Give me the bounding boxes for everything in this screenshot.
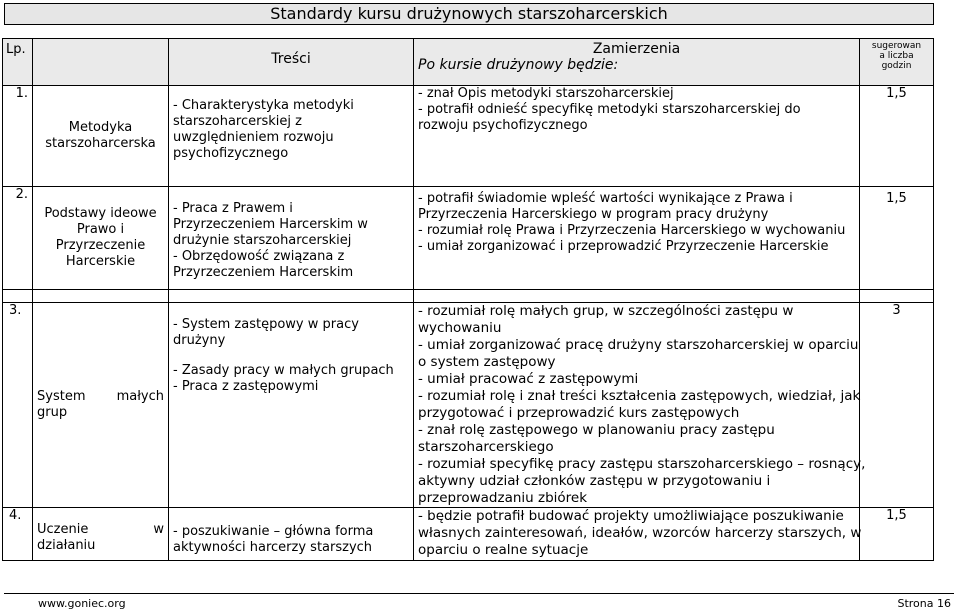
content-line: Przyrzeczeniem Harcerskim [173,265,354,280]
content-line: - poszukiwanie – główna forma [173,524,374,539]
row-content [169,508,414,561]
table-header-row [3,39,934,86]
goal-line: przygotować i przeprowadzić kurs zastępowych [418,405,740,421]
content-line: - Zasady pracy w małych grupach [173,363,394,378]
content-line: - Praca z Prawem i [173,201,293,216]
content-line: - Charakterystyka metodyki [173,98,354,113]
subject-line: Harcerskie [65,254,136,269]
content-line: - Obrzędowość związana z [173,249,345,264]
document-title: Standardy kursu drużynowych starszoharcerskich [4,3,934,25]
subject-line: grup [37,405,68,420]
goal-line: - znał rolę zastępowego w planowaniu pracy zastępu [418,422,775,438]
goal-line: - potrafił świadomie wpleść wartości wynikające z Prawa i [418,191,793,206]
content-line: drużyny [173,333,226,348]
row-content [169,303,414,508]
header-lp: Lp. [3,39,33,86]
header-tresci: Treści [169,39,414,86]
row-goals [414,303,866,508]
subject-line: Metodyka [68,120,133,135]
row-goals [414,187,860,290]
standards-table [2,38,934,561]
header-hours-line: godzin [881,61,912,71]
row-hours: 3 [860,303,934,508]
subject-line: System [37,389,86,404]
goal-line: - umiał zorganizować pracę drużyny starszoharcerskiej w oparciu [418,337,859,353]
header-hours [860,39,934,86]
row-number: 1. [3,86,33,187]
subject-line: małych [116,389,164,404]
content-line: aktywności harcerzy starszych [173,540,373,555]
goal-line: o system zastępowy [418,354,556,370]
row-hours: 1,5 [860,187,934,290]
goal-line: - umiał zorganizować i przeprowadzić Przyrzeczenie Harcerskie [418,239,829,254]
header-zamierzenia-title: Zamierzenia [592,41,681,57]
goal-line: wychowaniu [418,320,502,336]
footer-website: www.goniec.org [38,597,126,610]
goal-line: - znał Opis metodyki starszoharcerskiej [418,86,674,101]
goal-line: własnych zainteresowań, ideałów, wzorców harcerzy starszych, w [418,525,862,541]
row-number: 3. [3,303,33,508]
header-subject-spacer [33,39,169,86]
subject-line: Przyrzeczenie [55,238,146,253]
goal-line: - rozumiał rolę Prawa i Przyrzeczenia Harcerskiego w wychowaniu [418,223,846,238]
content-line: uwzględnieniem rozwoju [173,130,334,145]
content-line: drużynie starszoharcerskiej [173,233,352,248]
subject-line: Prawo i [76,222,125,237]
row-hours: 1,5 [860,86,934,187]
goal-line: - rozumiał specyfikę pracy zastępu starszoharcerskiego – rosnący, [418,456,866,472]
row-subject [33,508,169,561]
row-gap [3,290,934,303]
table-row [3,86,934,187]
goal-line: aktywny udział członków zastępu w przygotowaniu i [418,473,771,489]
table-row [3,508,934,561]
row-subject [33,303,169,508]
row-goals [414,508,860,561]
header-zamierzenia-subtitle: Po kursie drużynowy będzie: [418,57,619,73]
goal-line: - potrafił odnieść specyfikę metodyki starszoharcerskiej do [418,102,801,117]
subject-line: działaniu [37,538,96,553]
content-line: starszoharcerskiej z [173,114,302,129]
goal-line: - rozumiał rolę i znał treści kształcenia zastępowych, wiedział, jak [418,388,861,404]
goal-line: rozwoju psychofizycznego [418,118,588,133]
row-subject [33,187,169,290]
row-hours: 1,5 [860,508,934,561]
row-number: 4. [3,508,33,561]
goal-line: - będzie potrafił budować projekty umożliwiające poszukiwanie [418,508,844,524]
goal-line: starszoharcerskiego [418,439,554,455]
subject-line: Uczenie [37,522,89,537]
row-number: 2. [3,187,33,290]
content-line: - System zastępowy w pracy [173,317,359,332]
subject-line: Podstawy ideowe [44,206,157,221]
row-subject [33,86,169,187]
table-row [3,187,934,290]
row-goals [414,86,860,187]
goal-line: Przyrzeczenia Harcerskiego w program pracy drużyny [418,207,769,222]
footer-divider [4,593,954,594]
goal-line: przeprowadzaniu zbiórek [418,490,588,506]
subject-line: starszoharcerska [45,136,156,151]
footer-page-number: Strona 16 [897,597,951,610]
row-content [169,187,414,290]
header-hours-line: a liczba [879,51,914,61]
header-zamierzenia [414,39,860,86]
subject-line: w [153,522,164,537]
goal-line: - umiał pracować z zastępowymi [418,371,639,387]
header-hours-line: sugerowan [871,41,922,51]
row-content [169,86,414,187]
content-line: Przyrzeczeniem Harcerskim w [173,217,368,232]
content-line: psychofizycznego [173,146,289,161]
goal-line: oparciu o realne sytuacje [418,542,589,558]
table-row [3,303,934,508]
goal-line: - rozumiał rolę małych grup, w szczególności zastępu w [418,303,794,319]
content-line: - Praca z zastępowymi [173,379,319,394]
